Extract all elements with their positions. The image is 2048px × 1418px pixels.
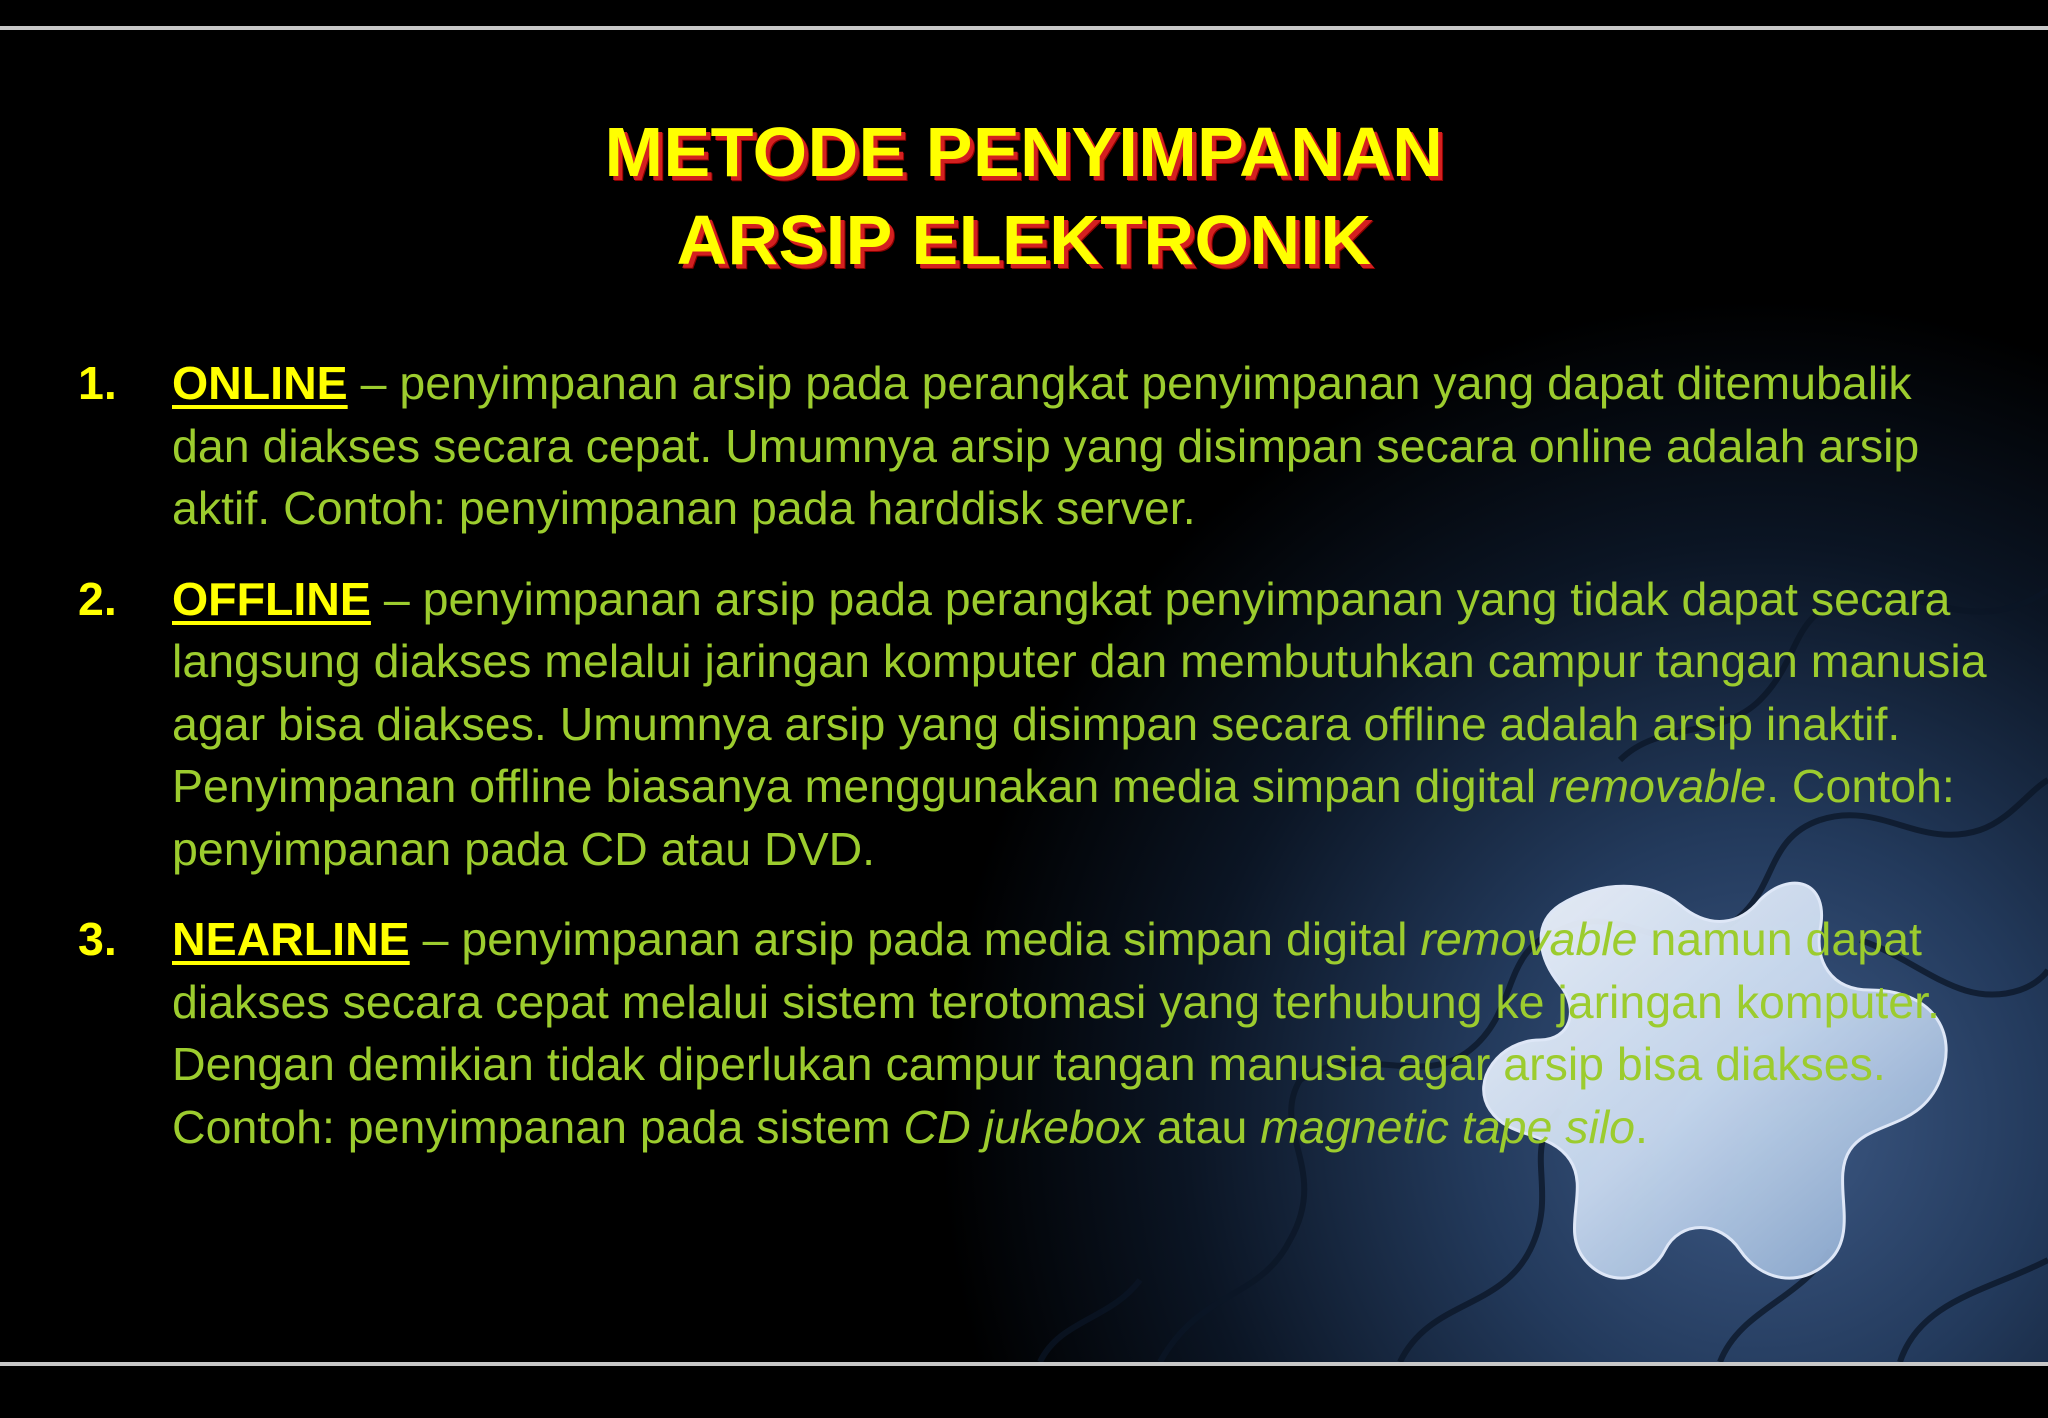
bottom-divider: [0, 1362, 2048, 1366]
italic-term: removable: [1420, 913, 1638, 965]
item-number: 3.: [78, 913, 117, 965]
item-description-end: .: [1635, 1100, 1648, 1153]
list-item-nearline: [78, 908, 1998, 1158]
item-description-end: . Contoh: penyimpanan pada CD atau DVD.: [172, 760, 1955, 875]
term-nearline: NEARLINE: [172, 913, 410, 965]
title-line-1: METODE PENYIMPANAN: [604, 113, 1444, 191]
item-description: – penyimpanan arsip pada perangkat penyimpanan yang tidak dapat secara langsung diakses melalui jaringan komputer dan membutuhkan campur tangan manusia agar bisa diakses. Umumnya arsip yang disimpan secara offline adalah arsip inaktif. Penyimpanan offline biasanya menggunakan media simpan digital: [172, 572, 1987, 812]
italic-term: magnetic tape silo: [1260, 1100, 1636, 1153]
term-offline: OFFLINE: [172, 572, 371, 625]
italic-term: removable: [1548, 760, 1767, 812]
top-divider: [0, 26, 2048, 30]
item-description: – penyimpanan arsip pada media simpan digital: [409, 913, 1421, 965]
item-number: 2.: [78, 572, 117, 625]
term-online: ONLINE: [172, 357, 348, 409]
list-item-offline: [78, 568, 1998, 881]
item-description: – penyimpanan arsip pada perangkat penyimpanan yang dapat ditemubalik dan diakses secara cepat. Umumnya arsip yang disimpan secara online adalah arsip aktif. Contoh: penyimpanan pada harddisk server.: [172, 357, 1920, 534]
numbered-list: [78, 352, 1998, 1186]
item-number: 1.: [78, 357, 117, 409]
title-line-2: ARSIP ELEKTRONIK: [676, 201, 1372, 279]
item-description-between: atau: [1143, 1100, 1261, 1153]
italic-term: CD jukebox: [903, 1100, 1144, 1153]
slide-title: [0, 108, 2048, 284]
item-description-middle: namun dapat diakses secara cepat melalui sistem terotomasi yang terhubung ke jaringan komputer. Dengan demikian tidak diperlukan campur tangan manusia agar arsip bisa diakses. Contoh: penyimpanan pada sistem: [172, 913, 1940, 1153]
list-item-online: [78, 352, 1998, 540]
